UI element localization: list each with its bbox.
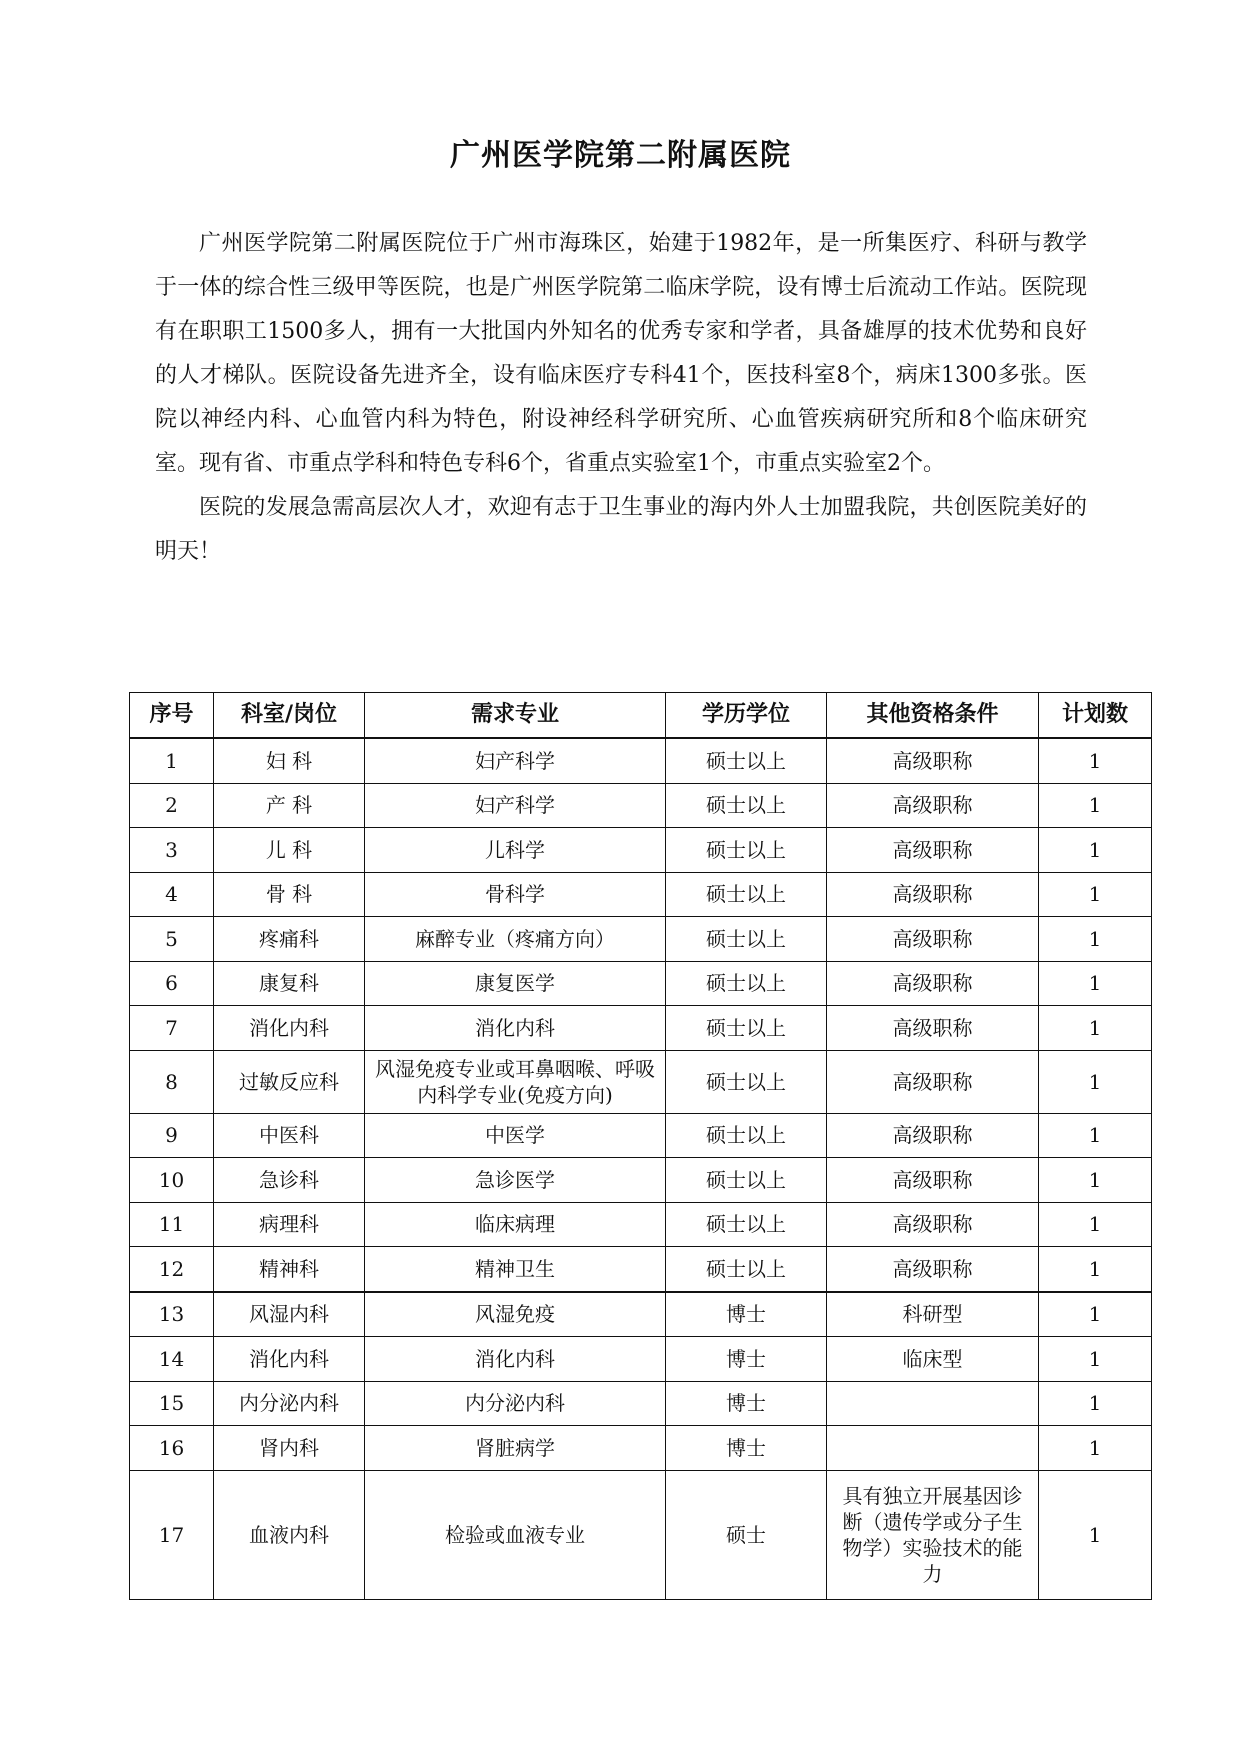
cell-plan-count: 1 [1039,1337,1152,1382]
cell-major: 急诊医学 [365,1158,666,1203]
intro-section [155,222,1087,574]
table-row [130,1202,1152,1247]
cell-major: 检验或血液专业 [365,1470,666,1599]
cell-degree: 硕士以上 [666,1006,827,1051]
cell-department: 过敏反应科 [214,1050,365,1113]
cell-degree: 硕士以上 [666,961,827,1006]
cell-degree: 硕士以上 [666,828,827,873]
cell-degree: 硕士以上 [666,872,827,917]
table-row [130,1470,1152,1599]
cell-plan-count: 1 [1039,961,1152,1006]
cell-serial-number: 14 [130,1337,214,1382]
cell-serial-number: 17 [130,1470,214,1599]
cell-plan-count: 1 [1039,1113,1152,1158]
table-row [130,1113,1152,1158]
document-title: 广州医学院第二附属医院 [450,138,791,173]
table-row [130,961,1152,1006]
cell-degree: 硕士以上 [666,1202,827,1247]
cell-major: 消化内科 [365,1337,666,1382]
cell-degree: 硕士以上 [666,738,827,783]
intro-paragraph: 广州医学院第二附属医院位于广州市海珠区，始建于1982年，是一所集医疗、科研与教学于一体的综合性三级甲等医院，也是广州医学院第二临床学院，设有博士后流动工作站。医院现有在职职工1500多人，拥有一大批国内外知名的优秀专家和学者，具备雄厚的技术优势和良好的人才梯队。医院设备先进齐全，设有临床医疗专科41个，医技科室8个，病床1300多张。医院以神经内科、心血管内科为特色，附设神经科学研究所、心血管疾病研究所和8个临床研究室。现有省、市重点学科和特色专科6个，省重点实验室1个，市重点实验室2个。 [155,231,1087,476]
header-major: 需求专业 [365,693,666,739]
cell-plan-count: 1 [1039,1050,1152,1113]
table-row [130,1006,1152,1051]
table-body [130,738,1152,1599]
cell-qualifications: 高级职称 [827,1202,1039,1247]
cell-plan-count: 1 [1039,1470,1152,1599]
cell-qualifications [827,1426,1039,1471]
cell-plan-count: 1 [1039,872,1152,917]
table-row [130,1292,1152,1337]
cell-plan-count: 1 [1039,1006,1152,1051]
cell-department: 内分泌内科 [214,1381,365,1426]
cell-major: 精神卫生 [365,1247,666,1292]
recruitment-table [129,692,1152,1600]
cell-department: 康复科 [214,961,365,1006]
cell-serial-number: 9 [130,1113,214,1158]
cell-serial-number: 3 [130,828,214,873]
cell-department: 风湿内科 [214,1292,365,1337]
cell-major: 妇产科学 [365,783,666,828]
cell-qualifications: 高级职称 [827,1113,1039,1158]
cell-serial-number: 1 [130,738,214,783]
cell-qualifications: 高级职称 [827,872,1039,917]
cell-department: 血液内科 [214,1470,365,1599]
cell-plan-count: 1 [1039,1381,1152,1426]
cell-plan-count: 1 [1039,1247,1152,1292]
intro-paragraph: 医院的发展急需高层次人才，欢迎有志于卫生事业的海内外人士加盟我院，共创医院美好的明天！ [155,495,1087,564]
cell-major: 肾脏病学 [365,1426,666,1471]
cell-serial-number: 10 [130,1158,214,1203]
table-row [130,738,1152,783]
cell-department: 儿 科 [214,828,365,873]
cell-serial-number: 4 [130,872,214,917]
header-department: 科室/岗位 [214,693,365,739]
cell-major: 康复医学 [365,961,666,1006]
cell-degree: 博士 [666,1292,827,1337]
cell-qualifications [827,1381,1039,1426]
cell-serial-number: 16 [130,1426,214,1471]
table-row [130,783,1152,828]
cell-plan-count: 1 [1039,1202,1152,1247]
cell-major: 麻醉专业（疼痛方向） [365,917,666,962]
cell-degree: 博士 [666,1426,827,1471]
cell-plan-count: 1 [1039,783,1152,828]
table-row [130,872,1152,917]
cell-degree: 博士 [666,1337,827,1382]
cell-degree: 博士 [666,1381,827,1426]
cell-major: 内分泌内科 [365,1381,666,1426]
table-row [130,1426,1152,1471]
cell-serial-number: 13 [130,1292,214,1337]
cell-serial-number: 12 [130,1247,214,1292]
cell-qualifications: 高级职称 [827,917,1039,962]
table-row [130,1158,1152,1203]
cell-major: 临床病理 [365,1202,666,1247]
table-row [130,917,1152,962]
cell-plan-count: 1 [1039,1292,1152,1337]
cell-plan-count: 1 [1039,828,1152,873]
cell-degree: 硕士 [666,1470,827,1599]
cell-major: 儿科学 [365,828,666,873]
cell-plan-count: 1 [1039,917,1152,962]
cell-department: 产 科 [214,783,365,828]
cell-serial-number: 15 [130,1381,214,1426]
cell-major: 中医学 [365,1113,666,1158]
cell-department: 肾内科 [214,1426,365,1471]
table-row [130,828,1152,873]
cell-major: 消化内科 [365,1006,666,1051]
table-row [130,1050,1152,1113]
cell-department: 疼痛科 [214,917,365,962]
cell-qualifications: 高级职称 [827,1158,1039,1203]
cell-degree: 硕士以上 [666,917,827,962]
cell-department: 消化内科 [214,1006,365,1051]
cell-major: 风湿免疫 [365,1292,666,1337]
table-header-row [130,693,1152,739]
header-qualifications: 其他资格条件 [827,693,1039,739]
cell-serial-number: 7 [130,1006,214,1051]
cell-degree: 硕士以上 [666,1247,827,1292]
cell-qualifications: 科研型 [827,1292,1039,1337]
cell-degree: 硕士以上 [666,1158,827,1203]
cell-major: 骨科学 [365,872,666,917]
cell-qualifications: 高级职称 [827,1006,1039,1051]
table-row [130,1381,1152,1426]
cell-qualifications: 高级职称 [827,1050,1039,1113]
cell-major: 风湿免疫专业或耳鼻咽喉、呼吸内科学专业(免疫方向) [365,1050,666,1113]
table-row [130,1247,1152,1292]
cell-qualifications: 高级职称 [827,1247,1039,1292]
cell-serial-number: 5 [130,917,214,962]
cell-plan-count: 1 [1039,1426,1152,1471]
cell-qualifications: 高级职称 [827,828,1039,873]
cell-degree: 硕士以上 [666,1050,827,1113]
cell-department: 消化内科 [214,1337,365,1382]
cell-plan-count: 1 [1039,1158,1152,1203]
cell-qualifications: 高级职称 [827,738,1039,783]
cell-qualifications: 临床型 [827,1337,1039,1382]
cell-department: 精神科 [214,1247,365,1292]
cell-degree: 硕士以上 [666,1113,827,1158]
header-degree: 学历学位 [666,693,827,739]
cell-serial-number: 6 [130,961,214,1006]
cell-department: 急诊科 [214,1158,365,1203]
cell-major: 妇产科学 [365,738,666,783]
cell-department: 病理科 [214,1202,365,1247]
table-header [130,693,1152,739]
cell-serial-number: 2 [130,783,214,828]
cell-qualifications: 高级职称 [827,961,1039,1006]
cell-serial-number: 11 [130,1202,214,1247]
header-plan-count: 计划数 [1039,693,1152,739]
cell-plan-count: 1 [1039,738,1152,783]
cell-serial-number: 8 [130,1050,214,1113]
table-row [130,1337,1152,1382]
cell-qualifications: 高级职称 [827,783,1039,828]
cell-department: 妇 科 [214,738,365,783]
cell-department: 中医科 [214,1113,365,1158]
cell-qualifications: 具有独立开展基因诊断（遗传学或分子生物学）实验技术的能力 [827,1470,1039,1599]
cell-degree: 硕士以上 [666,783,827,828]
header-serial-number: 序号 [130,693,214,739]
cell-department: 骨 科 [214,872,365,917]
